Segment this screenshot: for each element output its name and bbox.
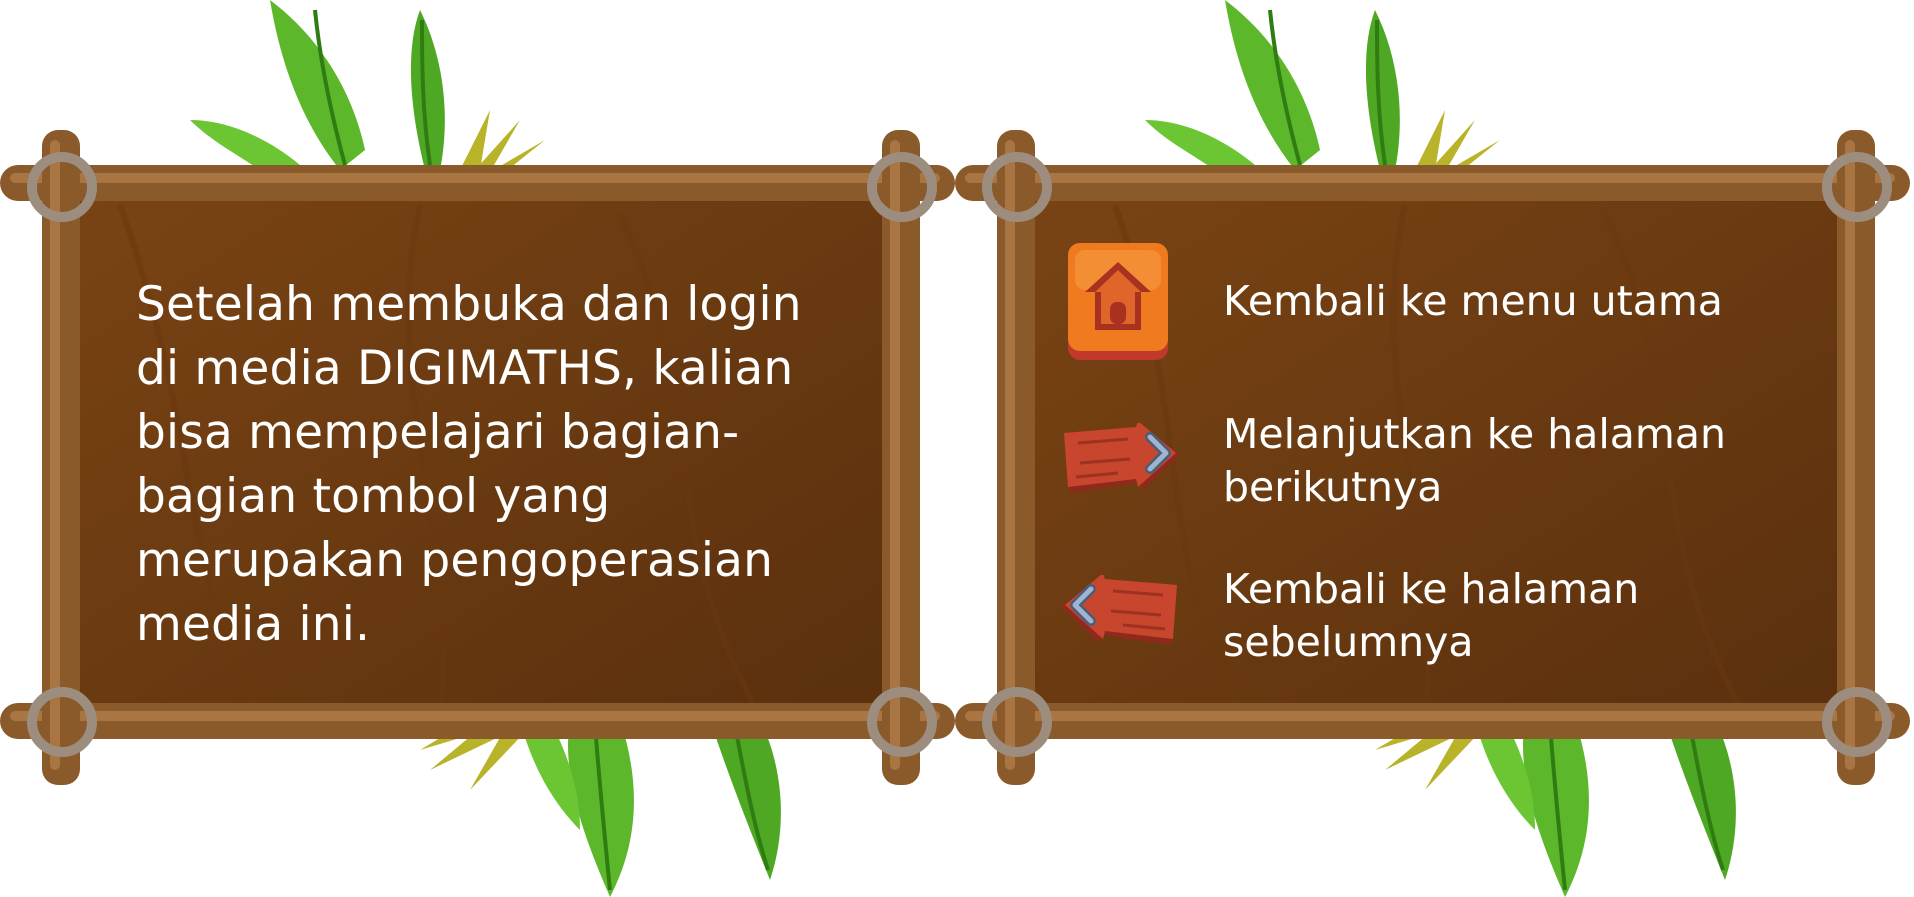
legend-label-back: Kembali ke halaman sebelumnya	[1223, 565, 1640, 666]
intro-board	[0, 125, 960, 785]
back-arrow-icon[interactable]	[1058, 575, 1183, 655]
intro-text: Setelah membuka dan login di media DIGIMATHS, kalian bisa mempelajari bagian- bagian tombol yang merupakan pengoperasian media ini.	[136, 277, 802, 652]
legend-label-home: Kembali ke menu utama	[1223, 277, 1723, 325]
next-arrow-icon[interactable]	[1058, 423, 1183, 503]
home-icon[interactable]	[1063, 240, 1173, 365]
legend-label-next: Melanjutkan ke halaman berikutnya	[1223, 410, 1726, 511]
legend-board	[955, 125, 1914, 785]
